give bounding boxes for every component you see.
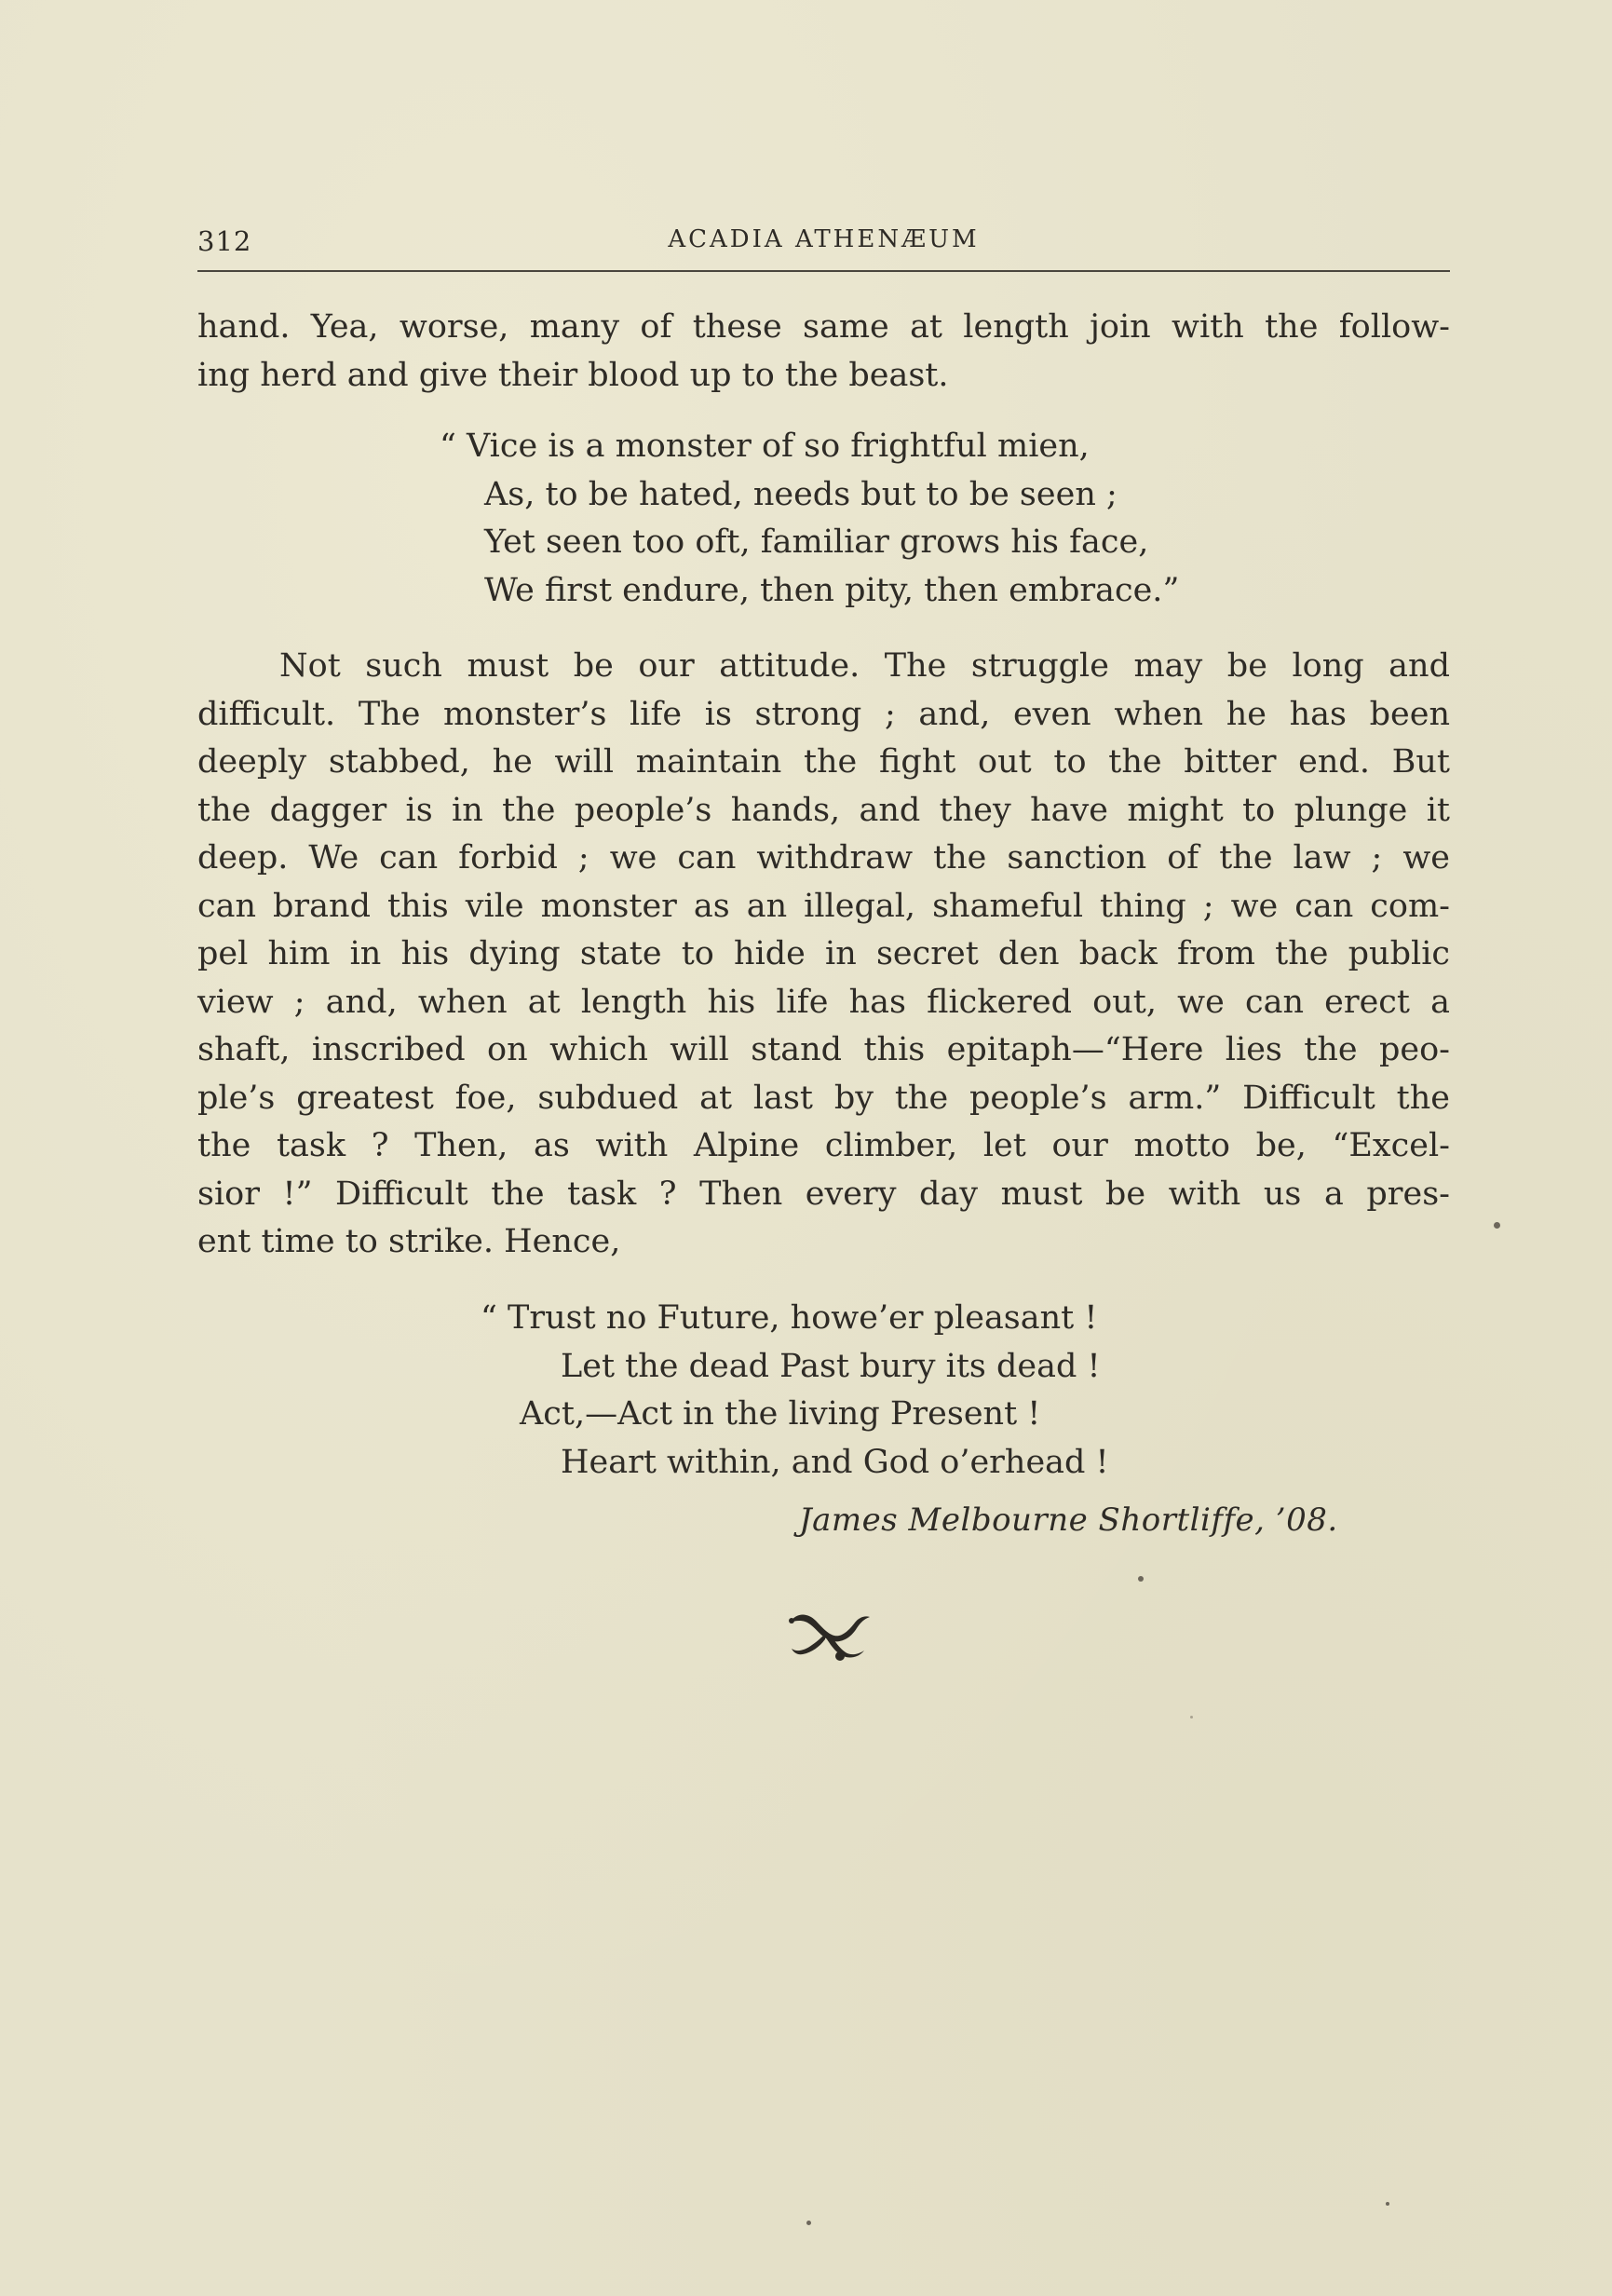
verse-line: Act,—Act in the living Present ! xyxy=(520,1395,1041,1433)
paragraph-line: ple’s greatest foe, subdued at last by the people’s arm.” Difficult the xyxy=(197,1079,1450,1117)
paragraph-line: deep. We can forbid ; we can withdraw the sanction of the law ; we xyxy=(197,839,1450,876)
running-header xyxy=(197,225,1450,268)
paragraph-line: ent time to strike. Hence, xyxy=(197,1223,621,1260)
paragraph-line: deeply stabbed, he will maintain the fight out to the bitter end. But xyxy=(197,743,1450,781)
verse-quotation-1 xyxy=(440,423,1179,615)
fleuron-ornament-icon xyxy=(784,1602,874,1667)
verse-line: We first endure, then pity, then embrace.” xyxy=(484,571,1180,609)
paragraph-line: can brand this vile monster as an illegal, shameful thing ; we can com- xyxy=(197,887,1450,925)
paper-speck xyxy=(1386,2202,1389,2206)
verse-line: Let the dead Past bury its dead ! xyxy=(561,1347,1101,1385)
verse-line: “ Vice is a monster of so frightful mien, xyxy=(440,428,1090,465)
verse-line: Yet seen too oft, familiar grows his face, xyxy=(484,523,1149,561)
page-number: 312 xyxy=(197,225,252,257)
verse-line: Heart within, and God o’erhead ! xyxy=(561,1443,1109,1481)
paragraph-line: the dagger is in the people’s hands, and they have might to plunge it xyxy=(197,791,1450,829)
paragraph-line: sior !” Difficult the task ? Then every day must be with us a pres- xyxy=(197,1175,1450,1213)
paragraph-line: the task ? Then, as with Alpine climber, let our motto be, “Excel- xyxy=(197,1127,1450,1164)
paper-speck xyxy=(1190,1716,1193,1719)
paragraph-line: hand. Yea, worse, many of these same at length join with the follow- xyxy=(197,308,1450,346)
paper-speck xyxy=(1138,1576,1144,1582)
running-title: ACADIA ATHENÆUM xyxy=(668,225,980,253)
paragraph-line: difficult. The monster’s life is strong ; and, even when he has been xyxy=(197,695,1450,733)
verse-line: As, to be hated, needs but to be seen ; xyxy=(484,475,1118,513)
paper-speck xyxy=(806,2221,811,2225)
paragraph-line: pel him in his dying state to hide in secret den back from the public xyxy=(197,935,1450,972)
paragraph-line: shaft, inscribed on which will stand this epitaph—“Here lies the peo- xyxy=(197,1031,1450,1068)
verse-quotation-2 xyxy=(481,1295,1109,1487)
paragraph-line: view ; and, when at length his life has flickered out, we can erect a xyxy=(197,983,1450,1021)
author-signature: James Melbourne Shortliffe, ’08. xyxy=(799,1501,1338,1539)
header-rule xyxy=(197,270,1450,272)
paragraph-line: Not such must be our attitude. The struggle may be long and xyxy=(279,647,1450,685)
paragraph-2 xyxy=(197,643,1450,1267)
paragraph-line: ing herd and give their blood up to the beast. xyxy=(197,356,949,394)
paper-speck xyxy=(1494,1222,1500,1229)
paragraph-1 xyxy=(197,304,1450,400)
verse-line: “ Trust no Future, howe’er pleasant ! xyxy=(481,1299,1098,1337)
